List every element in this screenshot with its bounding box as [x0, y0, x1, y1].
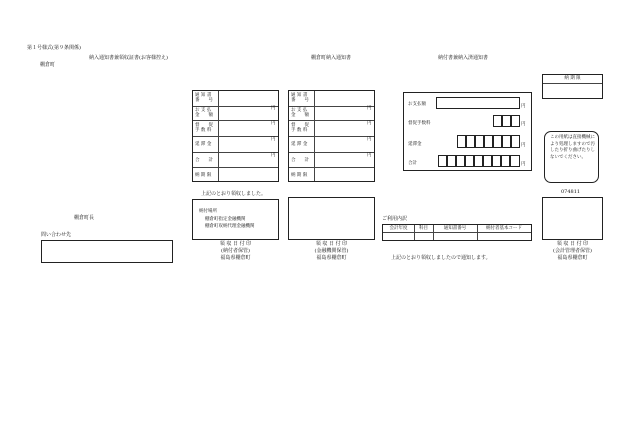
payment-late-digit[interactable]	[511, 135, 520, 148]
receipt-notice-no-label: 通 知 書 番 号	[195, 93, 213, 103]
payment-fee-label: 督促手数料	[408, 121, 431, 126]
receipt-total-unit: 円	[271, 153, 276, 158]
receipt-issuer: 福島県棚倉町	[220, 255, 251, 261]
receipt-late-unit: 円	[271, 137, 276, 142]
receipt-row-line	[193, 152, 278, 153]
machine-note-box	[544, 131, 599, 183]
notice-stamp-label: 領 収 日 付 印	[315, 241, 348, 247]
payment-fee-digit[interactable]	[502, 115, 511, 127]
payment-amount-unit: 円	[521, 104, 526, 109]
accounting-stamp-label: 領 収 日 付 印	[556, 241, 589, 247]
usage-title: ご利用内訳	[382, 216, 408, 222]
payment-total-digit[interactable]	[465, 155, 474, 167]
payment-total-digit[interactable]	[483, 155, 492, 167]
notice-amount-label: お 支 払 金 額	[291, 108, 309, 118]
usage-col-subject: 科目	[419, 226, 428, 231]
payment-total-digit[interactable]	[456, 155, 465, 167]
machine-note-text: この用紙は直接機械により処理しますので汚したり折り曲げたりしないでください。	[550, 135, 595, 160]
payment-total-unit: 円	[521, 162, 526, 167]
accounting-stamp-box	[542, 197, 603, 240]
payment-late-unit: 円	[521, 143, 526, 148]
payment-late-digit[interactable]	[484, 135, 493, 148]
notice-total-unit: 円	[367, 153, 372, 158]
notice-late-unit: 円	[367, 137, 372, 142]
notice-fee-label: 督 促 手 数 料	[291, 123, 309, 133]
notice-late-label: 延 滞 金	[291, 142, 308, 147]
notice-row-line	[289, 106, 374, 107]
municipality-name: 棚倉町	[40, 62, 56, 68]
payment-total-digit[interactable]	[438, 155, 447, 167]
usage-header-line	[383, 232, 531, 233]
payment-late-digit[interactable]	[457, 135, 466, 148]
receipt-amount-label: お 支 払 金 額	[195, 108, 213, 118]
notice-row-line	[289, 152, 374, 153]
payment-form-box	[403, 92, 532, 171]
usage-col-fiscal-year: 会計年度	[389, 226, 408, 231]
payment-late-digit[interactable]	[493, 135, 502, 148]
receipt-row-line	[193, 167, 278, 168]
deadline-line	[543, 83, 602, 84]
form-code: 074811	[561, 189, 581, 195]
payment-total-label: 合計	[408, 161, 417, 166]
payment-total-digit[interactable]	[447, 155, 456, 167]
receipt-late-label: 延 滞 金	[195, 142, 212, 147]
title-receipt: 納入通知書兼領収証書(お客様控え)	[89, 55, 168, 61]
inquiry-box	[41, 240, 173, 263]
payment-fee-unit: 円	[521, 122, 526, 127]
notice-row-line	[289, 136, 374, 137]
payment-place-2: 棚倉町収納代理金融機関	[205, 224, 255, 229]
notice-total-label: 合 計	[291, 158, 309, 163]
notice-holder: (金融機関保管)	[314, 248, 349, 254]
payment-place-1: 棚倉町指定金融機関	[205, 217, 246, 222]
payment-fee-digit[interactable]	[511, 115, 520, 127]
notice-row-line	[289, 120, 374, 121]
payment-late-digit[interactable]	[502, 135, 511, 148]
notice-deadline-label: 納 期 限	[291, 173, 308, 178]
deadline-label: 納 期 限	[564, 76, 581, 81]
deadline-box	[542, 74, 603, 99]
receipt-row-line	[193, 120, 278, 121]
payment-late-digit[interactable]	[466, 135, 475, 148]
receipt-stamp-label: 領 収 日 付 印	[219, 241, 252, 247]
receipt-total-label: 合 計	[195, 158, 213, 163]
payment-total-digit[interactable]	[474, 155, 483, 167]
town-head-label: 棚倉町長	[74, 215, 95, 221]
notice-no-label: 通 知 書 番 号	[291, 93, 309, 103]
received-text: 上記のとおり領収しました。	[201, 191, 267, 197]
payment-place-box	[192, 199, 279, 240]
accounting-holder: (会計管理者保管)	[553, 248, 592, 254]
notice-stamp-box	[288, 197, 375, 240]
form-number: 第１号様式(第９条関係)	[27, 45, 81, 51]
usage-col-payer-code: 納付者基本コード	[486, 226, 522, 231]
notice-amount-unit: 円	[367, 106, 372, 111]
receipt-table	[192, 90, 279, 182]
payment-total-digit[interactable]	[510, 155, 520, 167]
title-payment: 納付書兼納入済通知書	[438, 55, 489, 61]
receipt-fee-unit: 円	[271, 121, 276, 126]
payment-fee-digit[interactable]	[493, 115, 502, 127]
payment-total-digit[interactable]	[501, 155, 510, 167]
notice-row-line	[289, 167, 374, 168]
title-notice: 棚倉町納入通知書	[311, 55, 352, 61]
payment-amount-label: お支払額	[408, 102, 426, 107]
notification-text: 上記のとおり領収しましたので通知します。	[391, 255, 491, 261]
usage-col-notice-no: 通知書番号	[443, 226, 467, 231]
payment-amount-field[interactable]	[436, 97, 520, 109]
payment-late-label: 延滞金	[408, 142, 422, 147]
notice-issuer: 福島県棚倉町	[316, 255, 347, 261]
receipt-holder: (納付者保管)	[221, 248, 250, 254]
receipt-row-line	[193, 106, 278, 107]
accounting-issuer: 福島県棚倉町	[557, 255, 588, 261]
inquiry-label: 問い合わせ先	[41, 232, 72, 238]
receipt-amount-unit: 円	[271, 106, 276, 111]
payment-total-digit[interactable]	[492, 155, 501, 167]
receipt-fee-label: 督 促 手 数 料	[195, 123, 213, 133]
notice-fee-unit: 円	[367, 121, 372, 126]
usage-table	[382, 224, 532, 241]
notice-table	[288, 90, 375, 182]
receipt-deadline-label: 納 期 限	[195, 173, 212, 178]
receipt-row-line	[193, 136, 278, 137]
payment-late-digit[interactable]	[475, 135, 484, 148]
payment-place-label: 納付場所	[199, 209, 217, 214]
